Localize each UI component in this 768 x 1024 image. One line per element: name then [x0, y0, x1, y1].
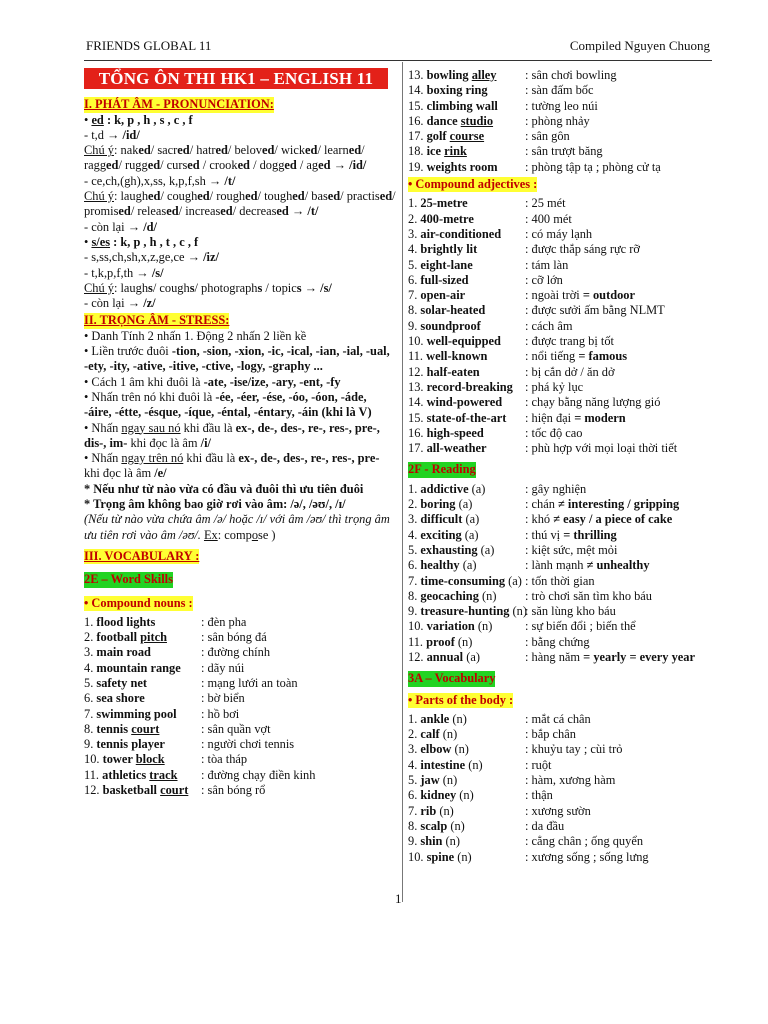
- vocab-term: 8. geocaching (n): [408, 588, 497, 603]
- vocab-term: 13. record-breaking: [408, 379, 513, 394]
- vocab-meaning: : phòng tập tạ ; phòng cử tạ: [525, 159, 661, 174]
- vocab-row: [408, 319, 728, 334]
- vocab-row: [408, 497, 728, 512]
- vocab-term: 2. boring (a): [408, 497, 473, 512]
- vocab-row: [408, 528, 728, 543]
- vocab-meaning: : kiệt sức, mệt mỏi: [525, 542, 618, 557]
- vocab-meaning: : sự biến đổi ; biến thể: [525, 619, 636, 634]
- vocab-term: 3. main road: [84, 645, 151, 660]
- vocab-row: [408, 334, 728, 349]
- vocab-term: 7. open-air: [408, 288, 466, 303]
- vocab-row: [84, 645, 396, 660]
- vocab-term: 9. shin (n): [408, 834, 460, 849]
- section-vocabulary: III. VOCABULARY :: [84, 548, 200, 563]
- vocab-term: 16. dance studio: [408, 113, 494, 128]
- vocab-row: [408, 227, 728, 242]
- vocab-term: 6. kidney (n): [408, 788, 474, 803]
- vocab-row: [408, 129, 728, 144]
- vocab-row: [408, 712, 728, 727]
- vocab-term: 1. 25-metre: [408, 196, 468, 211]
- vocab-row: [408, 258, 728, 273]
- vocab-term: 1. addictive (a): [408, 481, 486, 496]
- vocab-meaning: : tốc độ cao: [525, 425, 583, 440]
- rule-ed: • ed : k, p , h , s , c , f: [84, 112, 193, 127]
- vocab-row: [408, 395, 728, 410]
- vocab-meaning: : chán ≠ interesting / gripping: [525, 497, 680, 512]
- vocab-term: 9. treasure-hunting (n): [408, 604, 527, 619]
- vocab-meaning: : lành mạnh ≠ unhealthy: [525, 558, 650, 573]
- vocab-meaning: : trò chơi săn tìm kho báu: [525, 588, 652, 603]
- vocab-term: 2. 400-metre: [408, 211, 474, 226]
- vocab-term: 5. eight-lane: [408, 257, 473, 272]
- vocab-meaning: : sân chơi bowling: [525, 68, 617, 82]
- vocab-meaning: : khuỷu tay ; cùi trỏ: [525, 742, 623, 757]
- vocab-meaning: : hiện đại = modern: [525, 410, 626, 425]
- vocab-row: [84, 691, 396, 706]
- vocab-meaning: : sân bóng đá: [201, 630, 267, 645]
- vocab-row: [84, 783, 396, 798]
- vocab-meaning: : cẳng chân ; ống quyển: [525, 834, 644, 849]
- vocab-meaning: : tòa tháp: [201, 752, 248, 767]
- vocab-meaning: : ngoài trời = outdoor: [525, 288, 635, 303]
- vocab-meaning: : bị cắn dở / ăn dở: [525, 364, 615, 379]
- vocab-term: 11. proof (n): [408, 634, 473, 649]
- vocab-meaning: : dãy núi: [201, 660, 245, 675]
- vocab-meaning: : cách âm: [525, 318, 573, 333]
- vocab-term: 5. jaw (n): [408, 773, 458, 788]
- vocab-row: [408, 543, 728, 558]
- vocab-row: [408, 99, 728, 114]
- vocab-term: 1. flood lights: [84, 614, 156, 629]
- vocab-row: [408, 604, 728, 619]
- vocab-row: [408, 196, 728, 211]
- vocab-meaning: : có máy lạnh: [525, 226, 593, 241]
- vocab-row: [408, 804, 728, 819]
- vocab-term: 11. athletics track: [84, 767, 178, 782]
- vocab-meaning: : được sưởi ấm bằng NLMT: [525, 303, 665, 318]
- section-pronunciation: I. PHÁT ÂM - PRONUNCIATION:: [84, 97, 274, 112]
- vocab-term: 3. air-conditioned: [408, 226, 502, 241]
- vocab-row: [408, 758, 728, 773]
- vocab-term: 12. annual (a): [408, 649, 480, 664]
- vocab-row: [408, 426, 728, 441]
- vocab-row: [84, 707, 396, 722]
- vocab-term: 10. tower block: [84, 752, 165, 767]
- vocab-meaning: : mắt cá chân: [525, 711, 591, 726]
- vocab-term: 8. tennis court: [84, 721, 160, 736]
- vocab-meaning: : sân trượt băng: [525, 144, 603, 159]
- vocab-meaning: : da đầu: [525, 818, 565, 833]
- vocab-row: [84, 722, 396, 737]
- vocab-row: [408, 212, 728, 227]
- vocab-meaning: : hàm, xương hàm: [525, 773, 616, 788]
- vocab-term: 7. swimming pool: [84, 706, 177, 721]
- vocab-meaning: : phá kỷ lục: [525, 379, 584, 394]
- vocab-meaning: : bằng chứng: [525, 634, 590, 649]
- vocab-term: 9. tennis player: [84, 737, 165, 752]
- page-number: 1: [395, 891, 402, 906]
- body-parts-list: [408, 712, 728, 865]
- vocab-row: [84, 630, 396, 645]
- vocab-meaning: : phòng nhảy: [525, 113, 590, 128]
- vocab-row: [408, 788, 728, 803]
- vocab-row: [408, 834, 728, 849]
- vocab-term: 6. full-sized: [408, 272, 469, 287]
- column-divider: [402, 62, 403, 902]
- vocab-row: [84, 615, 396, 630]
- vocab-meaning: : đường chạy điền kinh: [201, 767, 316, 782]
- vocab-term: 2. calf (n): [408, 727, 458, 742]
- vocab-term: 4. mountain range: [84, 660, 181, 675]
- section-reading: 2F - Reading: [408, 462, 476, 477]
- vocab-term: 6. sea shore: [84, 691, 145, 706]
- vocab-row: [408, 850, 728, 865]
- vocab-term: 7. rib (n): [408, 803, 454, 818]
- vocab-term: 15. climbing wall: [408, 98, 498, 113]
- vocab-term: 13. bowling alley: [408, 68, 497, 82]
- vocab-meaning: : sàn đấm bốc: [525, 83, 594, 98]
- vocab-row: [408, 619, 728, 634]
- vocab-meaning: : đường chính: [201, 645, 271, 660]
- vocab-row: [408, 349, 728, 364]
- header-rule: [84, 60, 712, 61]
- vocab-meaning: : tốn thời gian: [525, 573, 595, 588]
- vocab-meaning: : hồ bơi: [201, 706, 240, 721]
- vocab-term: 8. scalp (n): [408, 818, 465, 833]
- vocab-row: [408, 441, 728, 456]
- vocab-term: 12. basketball court: [84, 783, 189, 798]
- vocab-term: 4. intestine (n): [408, 757, 483, 772]
- header-left: FRIENDS GLOBAL 11: [86, 38, 212, 53]
- reading-list: [408, 482, 728, 666]
- vocab-row: [408, 365, 728, 380]
- section-word-skills: 2E – Word Skills: [84, 572, 173, 587]
- vocab-meaning: : thận: [525, 788, 553, 803]
- section-compound-nouns: • Compound nouns :: [84, 595, 193, 610]
- vocab-row: [84, 737, 396, 752]
- vocab-term: 12. half-eaten: [408, 364, 480, 379]
- vocab-meaning: : mạng lưới an toàn: [201, 675, 298, 690]
- vocab-meaning: : 400 mét: [525, 211, 572, 226]
- vocab-meaning: : phù hợp với mọi loại thời tiết: [525, 441, 678, 456]
- vocab-row: [408, 114, 728, 129]
- vocab-row: [408, 727, 728, 742]
- vocab-row: [84, 661, 396, 676]
- vocab-term: 10. well-equipped: [408, 334, 501, 349]
- vocab-row: [408, 558, 728, 573]
- vocab-term: 7. time-consuming (a): [408, 573, 522, 588]
- vocab-row: [408, 512, 728, 527]
- vocab-meaning: : sân gôn: [525, 129, 570, 144]
- vocab-row: [408, 574, 728, 589]
- page-title: TỔNG ÔN THI HK1 – ENGLISH 11: [84, 68, 388, 89]
- vocab-term: 9. soundproof: [408, 318, 481, 333]
- section-parts-of-body: • Parts of the body :: [408, 692, 514, 707]
- vocab-row: [408, 411, 728, 426]
- vocab-meaning: : săn lùng kho báu: [525, 604, 616, 619]
- vocab-meaning: : được trang bị tốt: [525, 334, 614, 349]
- vocab-meaning: : tám làn: [525, 257, 569, 272]
- header-right: Compiled Nguyen Chuong: [569, 38, 710, 53]
- vocab-meaning: : xương sườn: [525, 803, 591, 818]
- vocab-term: 4. exciting (a): [408, 527, 479, 542]
- vocab-row: [408, 380, 728, 395]
- vocab-meaning: : chạy bằng năng lượng gió: [525, 395, 661, 410]
- vocab-row: [408, 773, 728, 788]
- vocab-term: 15. state-of-the-art: [408, 410, 507, 425]
- vocab-meaning: : đèn pha: [201, 614, 247, 629]
- vocab-term: 5. safety net: [84, 675, 147, 690]
- vocab-term: 14. boxing ring: [408, 83, 488, 98]
- vocab-row: [408, 635, 728, 650]
- vocab-row: [84, 676, 396, 691]
- section-stress: II. TRỌNG ÂM - STRESS:: [84, 313, 230, 328]
- vocab-term: 19. weights room: [408, 159, 498, 174]
- vocab-meaning: : gây nghiện: [525, 481, 587, 496]
- vocab-term: 1. ankle (n): [408, 711, 467, 726]
- compound-nouns-list-cont: [408, 68, 728, 175]
- vocab-row: [408, 589, 728, 604]
- vocab-row: [84, 768, 396, 783]
- vocab-term: 6. healthy (a): [408, 558, 477, 573]
- vocab-term: 8. solar-heated: [408, 303, 486, 318]
- vocab-meaning: : người chơi tennis: [201, 737, 295, 752]
- vocab-term: 16. high-speed: [408, 425, 484, 440]
- vocab-row: [408, 742, 728, 757]
- vocab-row: [408, 303, 728, 318]
- vocab-row: [84, 752, 396, 767]
- vocab-term: 14. wind-powered: [408, 395, 503, 410]
- vocab-row: [408, 650, 728, 665]
- vocab-term: 10. variation (n): [408, 619, 493, 634]
- right-column: [408, 68, 728, 865]
- vocab-term: 3. difficult (a): [408, 512, 480, 527]
- vocab-meaning: : xương sống ; sống lưng: [525, 849, 649, 864]
- vocab-row: [408, 160, 728, 175]
- vocab-row: [408, 482, 728, 497]
- vocab-meaning: : bắp chân: [525, 727, 576, 742]
- vocab-meaning: : khó ≠ easy / a piece of cake: [525, 512, 673, 527]
- vocab-meaning: : thú vị = thrilling: [525, 527, 617, 542]
- vocab-row: [408, 242, 728, 257]
- vocab-term: 18. ice rink: [408, 144, 467, 159]
- vocab-meaning: : bờ biển: [201, 691, 245, 706]
- rule-s-es: • s/es : k, p , h , t , c , f: [84, 234, 199, 249]
- vocab-meaning: : sân bóng rổ: [201, 783, 266, 798]
- vocab-meaning: : cỡ lớn: [525, 272, 563, 287]
- vocab-row: [408, 144, 728, 159]
- vocab-term: 10. spine (n): [408, 849, 472, 864]
- vocab-meaning: : hàng năm = yearly = every year: [525, 649, 695, 664]
- vocab-term: 17. all-weather: [408, 441, 487, 456]
- vocab-row: [408, 68, 728, 83]
- compound-nouns-list: [84, 615, 396, 799]
- left-column: TỔNG ÔN THI HK1 – ENGLISH 11 I. PHÁT ÂM - PRONUNCIATION: • ed : k, p , h , s , c , f - t,d → /id/ Chú ý: naked/ sacred/ hatred/ beloved/ wicked/ learned/ ragged/ rugged/ cursed / crooked / dogged / aged → /id/ - ce,ch,(gh),x,ss, k,p,f,sh → /t/ Chú ý: laughed/ coughed/ roughed/ toughed/ based/ practised/ promised/ released/ increased/ decreased → /t/ - còn lại → /d/ • s/es : k, p , h , t , c , f - s,ss,ch,sh,x,z,ge,ce → /iz/ - t,k,p,f,th → /s/ Chú ý: laughs/ coughs/ photographs / topics → /s/ - còn lại → /z/ II. TRỌNG ÂM - STRESS: • Danh Tính 2 nhấn 1. Động 2 nhấn 2 liền kề • Liền trước đuôi -tion, -sion, -xion, -ic, -ical, -ian, -ial, -ual, -ety, -ity, -ative, -itive, -ctive, -logy, -graphy ... • Cách 1 âm khi đuôi là -ate, -ise/ize, -ary, -ent, -fy • Nhấn trên nó khi đuôi là -ée, -éer, -ése, -óo, -óon, -áde, -áire, -étte, -ésque, -íque, -éntal, -éntary, -áin (khi là V) • Nhấn ngay sau nó khi đầu là ex-, de-, des-, re-, res-, pre-, dis-, im- khi đọc là âm /i/ • Nhấn ngay trên nó khi đầu là ex-, de-, des-, re-, res-, pre- khi đọc là âm /e/ * Nếu như từ nào vừa có đầu và đuôi thì ưu tiên đuôi * Trọng âm không bao giờ rơi vào âm: /ə/, /əʊ/, /ɪ/ (Nếu từ nào vừa chứa âm /ə/ hoặc /ɪ/ với âm /əʊ/ thì trọng âm ưu tiên rơi vào âm /əʊ/. Ex: compose ) III. VOCABULARY : 2E – Word Skills • Compound nouns : 1. flood lights : đèn pha 2. football pitch : sân bóng đá 3. main road : đường chính 4. mountain range : dãy núi 5. safety net : mạng lưới an toàn 6. sea shore : bờ biển 7. swimming pool : hồ bơi 8. tennis court : sân quần vợt 9. tennis player : người chơi tennis 10. tower block : tòa tháp 11. athletics track : đường chạy điền kinh 12. basketball court : sân bóng rổ: [84, 69, 396, 798]
- vocab-meaning: : được thắp sáng rực rỡ: [525, 242, 640, 257]
- vocab-row: [408, 288, 728, 303]
- vocab-term: 11. well-known: [408, 349, 488, 364]
- section-3a-vocabulary: 3A – Vocabulary: [408, 671, 496, 686]
- vocab-term: 2. football pitch: [84, 630, 167, 645]
- vocab-meaning: : ruột: [525, 757, 552, 772]
- vocab-meaning: : sân quần vợt: [201, 721, 271, 736]
- vocab-term: 5. exhausting (a): [408, 542, 495, 557]
- section-compound-adjectives: • Compound adjectives :: [408, 177, 538, 192]
- vocab-meaning: : tường leo núi: [525, 98, 598, 113]
- vocab-term: 17. golf course: [408, 129, 485, 144]
- vocab-row: [408, 83, 728, 98]
- vocab-meaning: : nổi tiếng = famous: [525, 349, 628, 364]
- vocab-meaning: : 25 mét: [525, 196, 566, 211]
- compound-adjectives-list: [408, 196, 728, 456]
- vocab-term: 3. elbow (n): [408, 742, 469, 757]
- vocab-row: [408, 819, 728, 834]
- vocab-row: [408, 273, 728, 288]
- vocab-term: 4. brightly lit: [408, 242, 478, 257]
